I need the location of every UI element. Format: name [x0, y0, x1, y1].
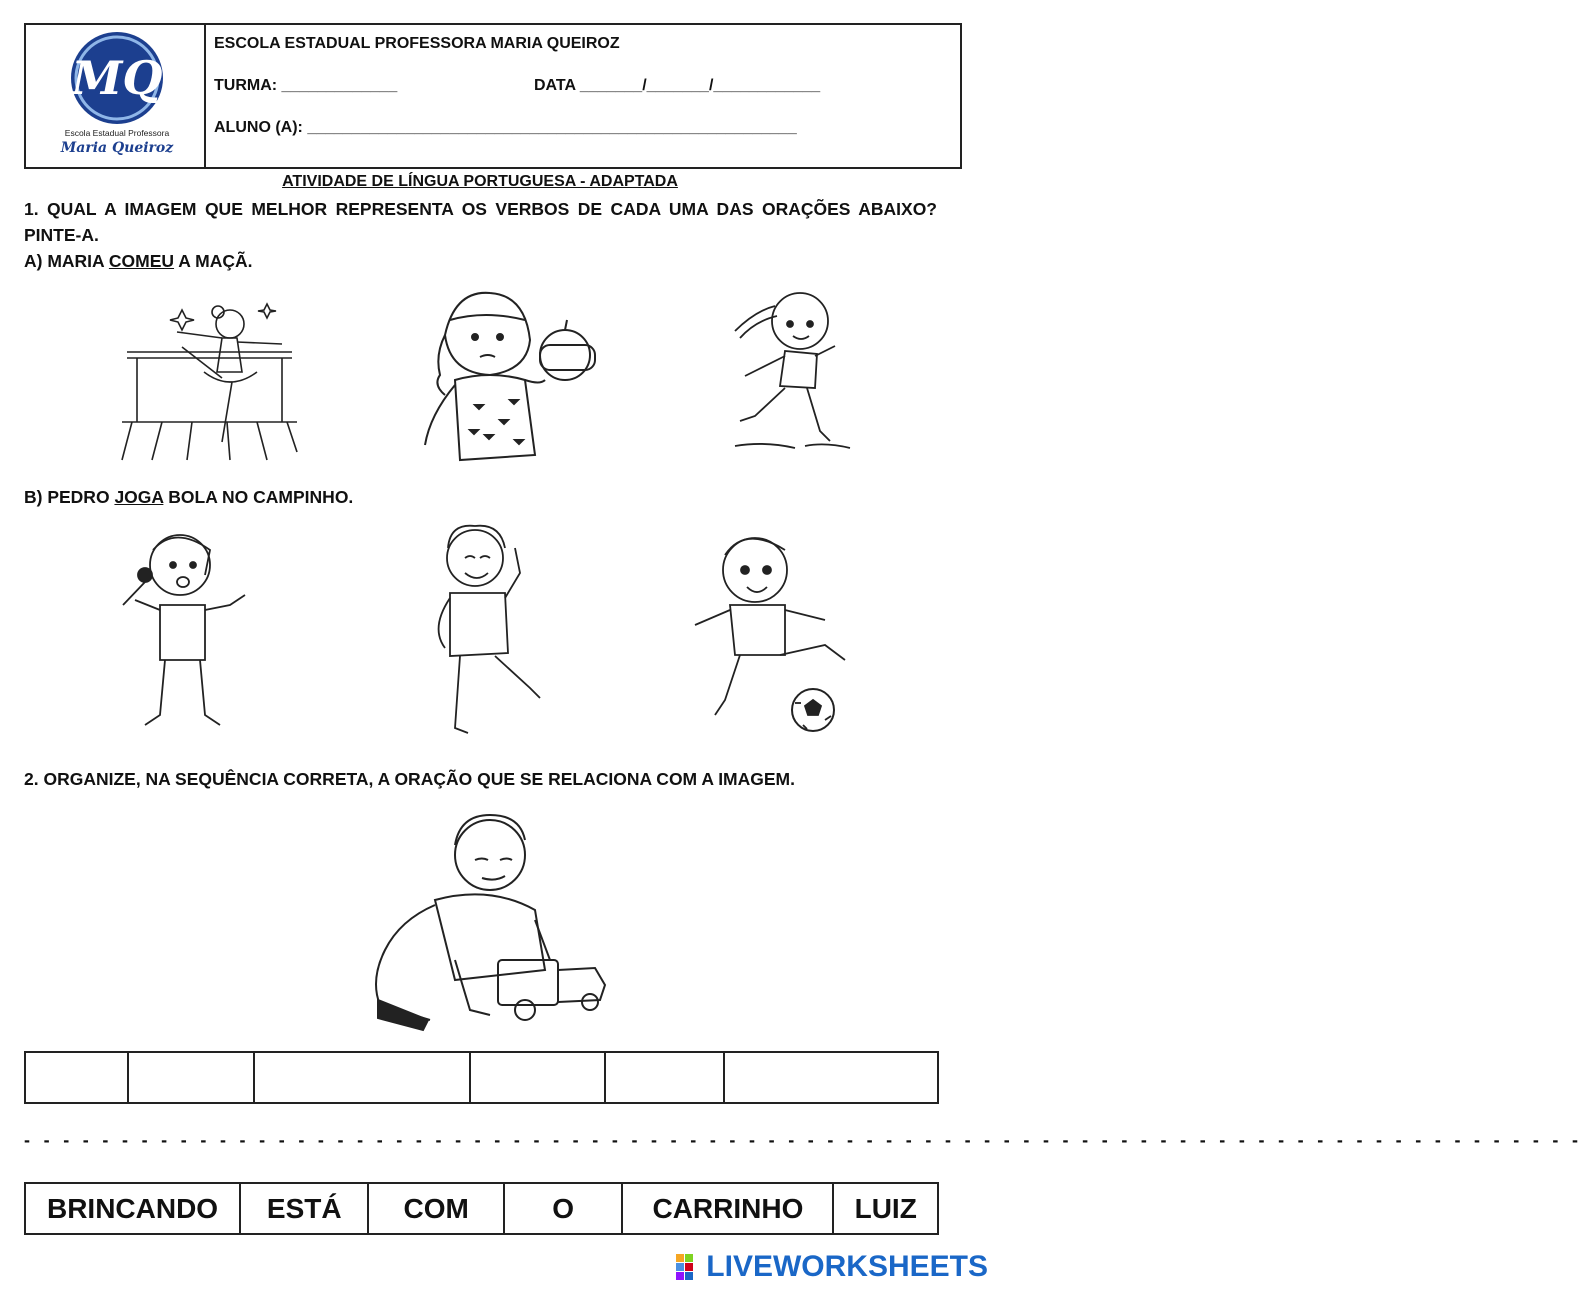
sentence-a-verb: COMEU [108, 251, 175, 271]
date-field[interactable]: DATA _______/_______/____________ [534, 77, 821, 94]
word-text: BRINCANDO [46, 1192, 219, 1224]
cut-line: - - - - - - - - - - - - - - - - - - - - - - - - - - - - - - - - - - - - - - - - - - - - - - - - - - - - - - - - - - - - - - - - - - - - - - - - - - - - - - - - [24, 1130, 1582, 1150]
boy-kicking-ball-drawing[interactable] [685, 525, 855, 735]
school-logo [60, 30, 178, 160]
answer-cell-6[interactable] [725, 1053, 937, 1102]
question-1-text: 1. QUAL A IMAGEM QUE MELHOR REPRESENTA OS VERBOS DE CADA UMA DAS ORAÇÕES ABAIXO? PINTE-A. [24, 199, 937, 245]
word-text: CARRINHO [652, 1192, 804, 1224]
girl-eating-apple-drawing[interactable] [415, 285, 600, 470]
sentence-b-prefix: B) PEDRO [24, 487, 115, 507]
word-card[interactable] [369, 1184, 504, 1233]
word-text: O [552, 1192, 575, 1224]
sentence-a-prefix: A) MARIA [24, 251, 109, 271]
question-2-text: 2. ORGANIZE, NA SEQUÊNCIA CORRETA, A ORAÇÃO QUE SE RELACIONA COM A IMAGEM. [24, 769, 795, 789]
answer-cell-5[interactable] [606, 1053, 724, 1102]
answer-grid [24, 1051, 939, 1104]
boy-playing-with-toy-car-drawing [360, 810, 610, 1035]
student-name-field[interactable]: ALUNO (A): _______________________________________________________ [214, 119, 797, 136]
word-text: COM [403, 1192, 469, 1224]
header-divider [204, 23, 206, 169]
answer-cell-1[interactable] [26, 1053, 129, 1102]
word-card[interactable] [834, 1184, 937, 1233]
sentence-b-verb: JOGA [114, 487, 164, 507]
word-card[interactable] [623, 1184, 834, 1233]
word-text: ESTÁ [266, 1192, 342, 1224]
sentence-b-suffix: BOLA NO CAMPINHO. [163, 487, 354, 507]
liveworksheets-brand [676, 1250, 988, 1284]
question-1a-sentence [24, 248, 937, 274]
logo-line2: Maria Queiroz [60, 140, 174, 156]
word-card[interactable] [241, 1184, 369, 1233]
liveworksheets-logo-icon [676, 1254, 702, 1280]
answer-cell-2[interactable] [129, 1053, 255, 1102]
sentence-a-suffix: A MAÇÃ. [174, 251, 253, 271]
girl-running-drawing[interactable] [725, 276, 855, 456]
class-field[interactable]: TURMA: _____________ [214, 77, 398, 94]
word-card[interactable] [26, 1184, 241, 1233]
boy-singing-drawing[interactable] [105, 520, 255, 735]
logo-line1: Escola Estadual Professora [64, 128, 170, 138]
question-1b-sentence [24, 484, 937, 510]
word-bank [24, 1182, 939, 1235]
boy-dancing-drawing[interactable] [420, 518, 550, 738]
word-text: LUIZ [854, 1192, 917, 1224]
ballerina-drawing[interactable] [122, 292, 297, 462]
school-name: ESCOLA ESTADUAL PROFESSORA MARIA QUEIROZ [214, 35, 620, 52]
word-card[interactable] [505, 1184, 623, 1233]
answer-cell-3[interactable] [255, 1053, 471, 1102]
page-title: ATIVIDADE DE LÍNGUA PORTUGUESA - ADAPTADA [282, 173, 678, 190]
answer-cell-4[interactable] [471, 1053, 606, 1102]
logo-monogram: MQ [71, 51, 163, 105]
brand-text: LIVEWORKSHEETS [706, 1250, 988, 1283]
